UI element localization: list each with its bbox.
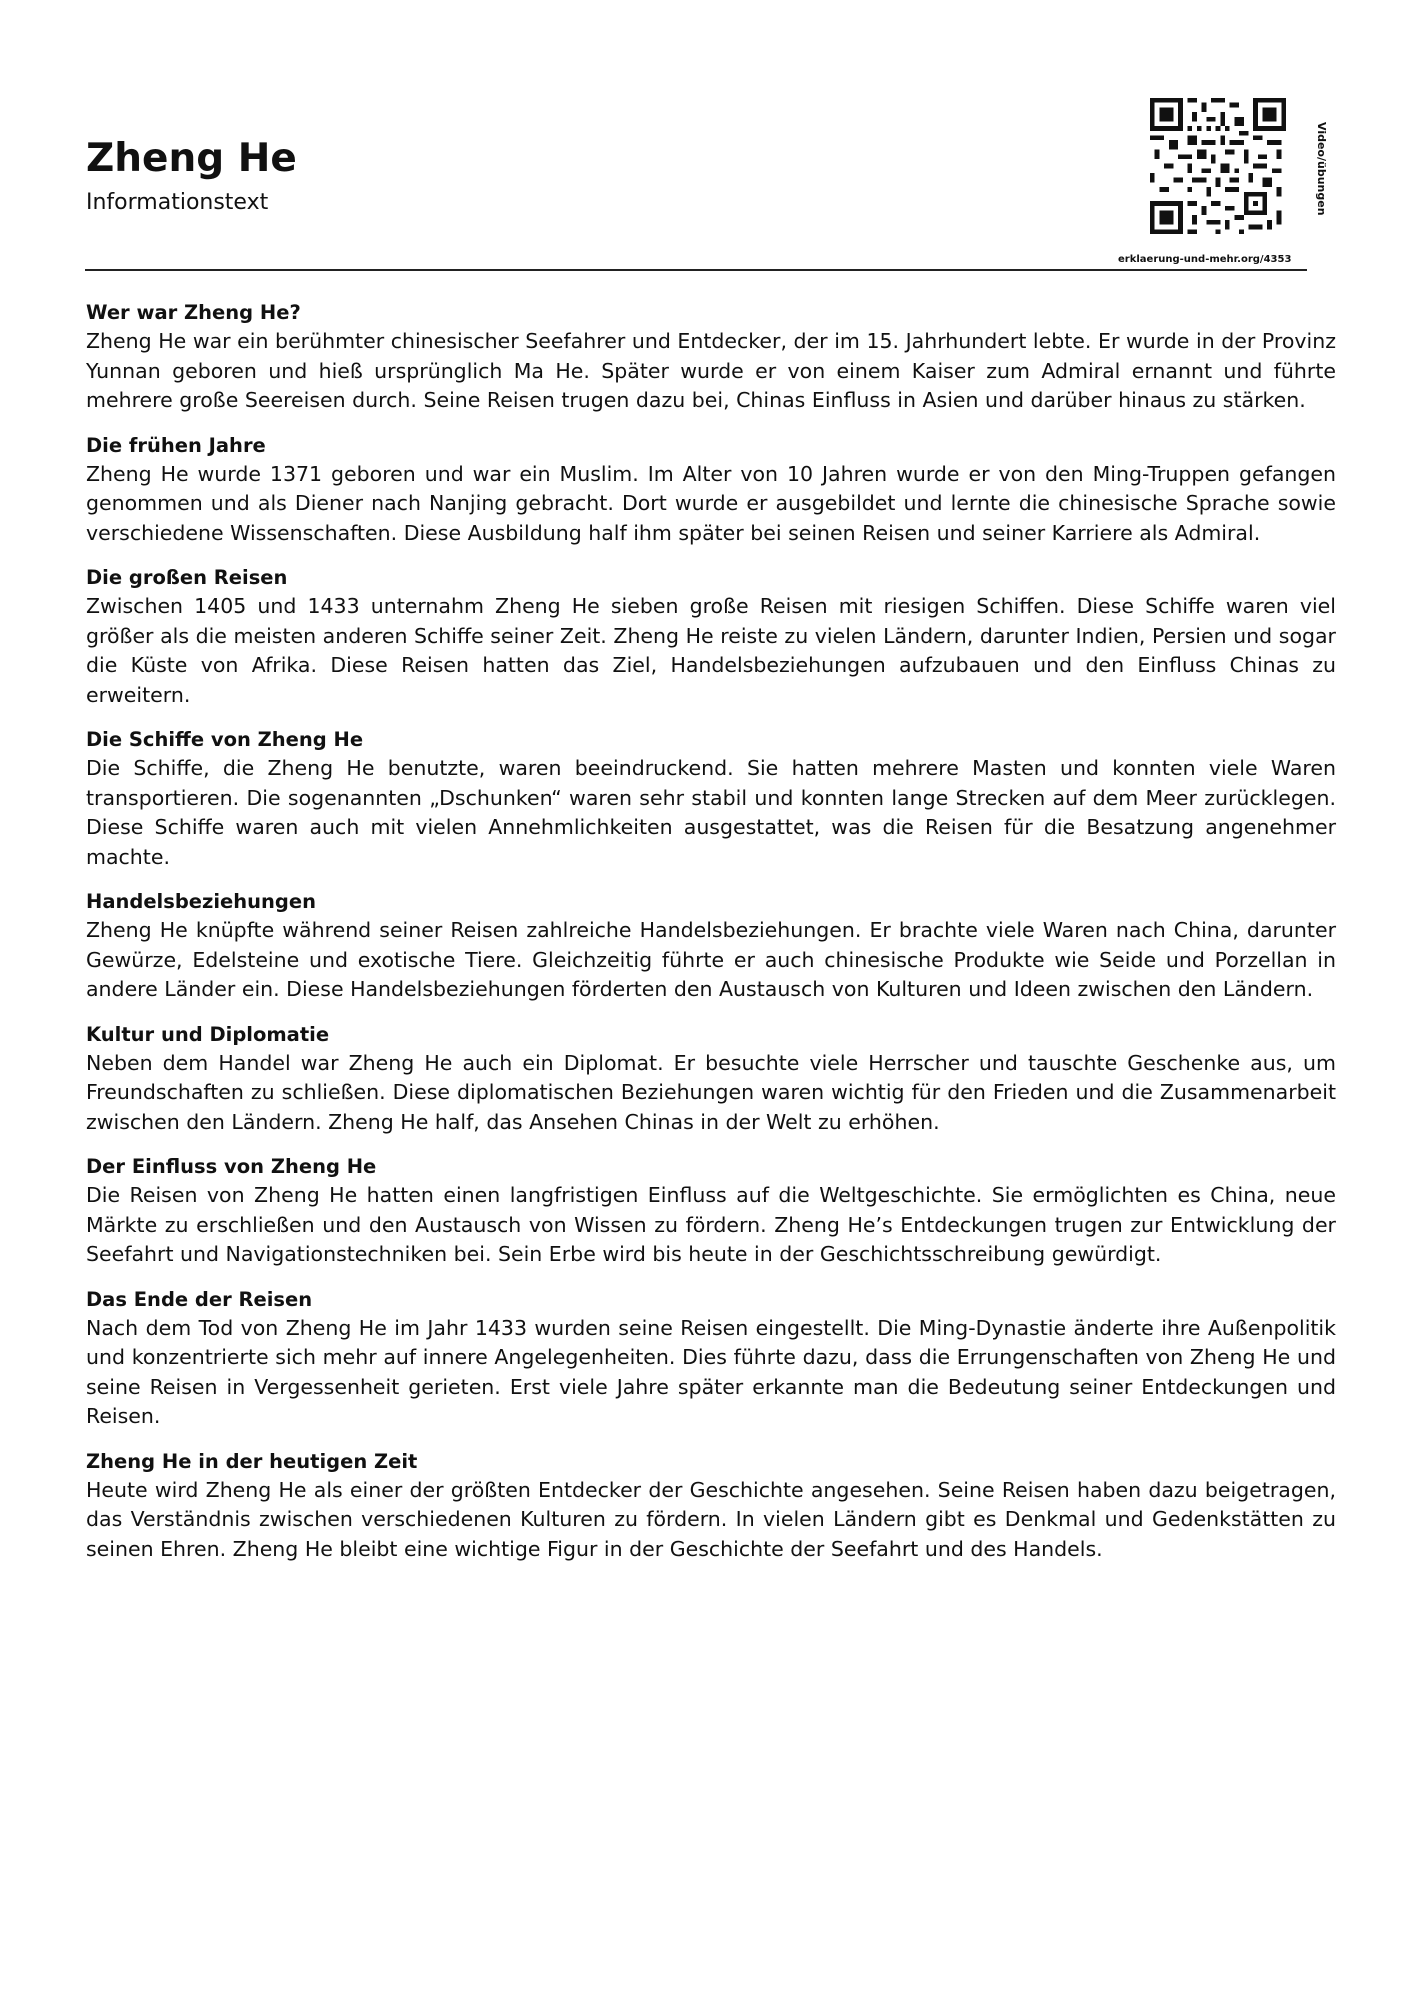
page-subtitle: Informationstext [86, 190, 269, 215]
section [86, 887, 1336, 1005]
video-uebungen-label: Video/übungen [1315, 122, 1328, 216]
page-title: Zheng He [86, 136, 297, 181]
section-text: Zheng He knüpfte während seiner Reisen zahlreiche Handelsbeziehungen. Er brachte viele Waren nach China, darunter Gewürze, Edelsteine und exotische Tiere. Gleichzeitig führte er auch chinesische Produkte wie Seide und Porzellan in andere Länder ein. Diese Handelsbeziehungen förderten den Austausch von Kulturen und Ideen zwischen den Ländern. [86, 918, 1336, 1001]
text-body [86, 298, 1336, 1579]
section-text: Zwischen 1405 und 1433 unternahm Zheng He sieben große Reisen mit riesigen Schiffen. Diese Schiffe waren viel größer als die meisten anderen Schiffe seiner Zeit. Zheng He reiste zu vielen Ländern, darunter Indien, Persien und sogar die Küste von Afrika. Diese Reisen hatten das Ziel, Handelsbeziehungen aufzubauen und den Einfluss Chinas zu erweitern. [86, 594, 1336, 707]
section-heading: Kultur und Diplomatie [86, 1022, 330, 1046]
section-text: Zheng He wurde 1371 geboren und war ein Muslim. Im Alter von 10 Jahren wurde er von den Ming-Truppen gefangen genommen und als Diener nach Nanjing gebracht. Dort wurde er ausgebildet und lernte die chinesische Sprache sowie verschiedene Wissenschaften. Diese Ausbildung half ihm später bei seinen Reisen und seiner Karriere als Admiral. [86, 461, 1336, 545]
section-text: Heute wird Zheng He als einer der größten Entdecker der Geschichte angesehen. Seine Reisen haben dazu beigetragen, das Verständnis zwischen verschiedenen Kulturen zu fördern. In vielen Ländern gibt es Denkmal und Gedenkstätten zu seinen Ehren. Zheng He bleibt eine wichtige Figur in der Geschichte der Seefahrt und des Handels. [86, 1477, 1336, 1561]
section-heading: Die frühen Jahre [86, 433, 266, 457]
section [86, 563, 1336, 710]
section-heading: Der Einfluss von Zheng He [86, 1155, 377, 1178]
section [86, 1447, 1336, 1565]
section [86, 725, 1336, 872]
qr-code-icon[interactable] [1150, 98, 1286, 234]
section-text: Neben dem Handel war Zheng He auch ein Diplomat. Er besuchte viele Herrscher und tauschte Geschenke aus, um Freundschaften zu schließen. Diese diplomatischen Beziehungen waren wichtig für den Frieden und die Zusammenarbeit zwischen den Ländern. Zheng He half, das Ansehen Chinas in der Welt zu erhöhen. [86, 1050, 1336, 1134]
section [86, 298, 1336, 416]
section-heading: Wer war Zheng He? [86, 301, 301, 324]
section-heading: Die Schiffe von Zheng He [86, 728, 364, 751]
section [86, 431, 1336, 549]
section-text: Nach dem Tod von Zheng He im Jahr 1433 wurden seine Reisen eingestellt. Die Ming-Dynastie änderte ihre Außenpolitik und konzentrierte sich mehr auf innere Angelegenheiten. Dies führte dazu, dass die Errungenschaften von Zheng He und seine Reisen in Vergessenheit gerieten. Erst viele Jahre später erkannte man die Bedeutung seiner Entdeckungen und Reisen. [86, 1315, 1336, 1428]
section-heading: Handelsbeziehungen [86, 890, 316, 913]
source-url[interactable]: erklaerung-und-mehr.org/4353 [1118, 254, 1292, 265]
section-text: Die Reisen von Zheng He hatten einen langfristigen Einfluss auf die Weltgeschichte. Sie ermöglichten es China, neue Märkte zu erschließen und den Austausch von Wissen zu fördern. Zheng He’s Entdeckungen trugen zur Entwicklung der Seefahrt und Navigationstechniken bei. Sein Erbe wird bis heute in der Geschichtsschreibung gewürdigt. [86, 1183, 1336, 1266]
section [86, 1285, 1336, 1432]
section [86, 1020, 1336, 1138]
header-divider [85, 269, 1307, 271]
section-heading: Die großen Reisen [86, 566, 288, 589]
section-text: Die Schiffe, die Zheng He benutzte, waren beeindruckend. Sie hatten mehrere Masten und konnten viele Waren transportieren. Die sogenannten „Dschunken“ waren sehr stabil und konnten lange Strecken auf dem Meer zurücklegen. Diese Schiffe waren auch mit vielen Annehmlichkeiten ausgestattet, was die Reisen für die Besatzung angenehmer machte. [86, 756, 1336, 869]
section-heading: Zheng He in der heutigen Zeit [86, 1449, 418, 1473]
section-text: Zheng He war ein berühmter chinesischer Seefahrer und Entdecker, der im 15. Jahrhundert lebte. Er wurde in der Provinz Yunnan geboren und hieß ursprünglich Ma He. Später wurde er von einem Kaiser zum Admiral ernannt und führte mehrere große Seereisen durch. Seine Reisen trugen dazu bei, Chinas Einfluss in Asien und darüber hinaus zu stärken. [86, 329, 1336, 412]
section-heading: Das Ende der Reisen [86, 1287, 313, 1311]
section [86, 1152, 1336, 1270]
